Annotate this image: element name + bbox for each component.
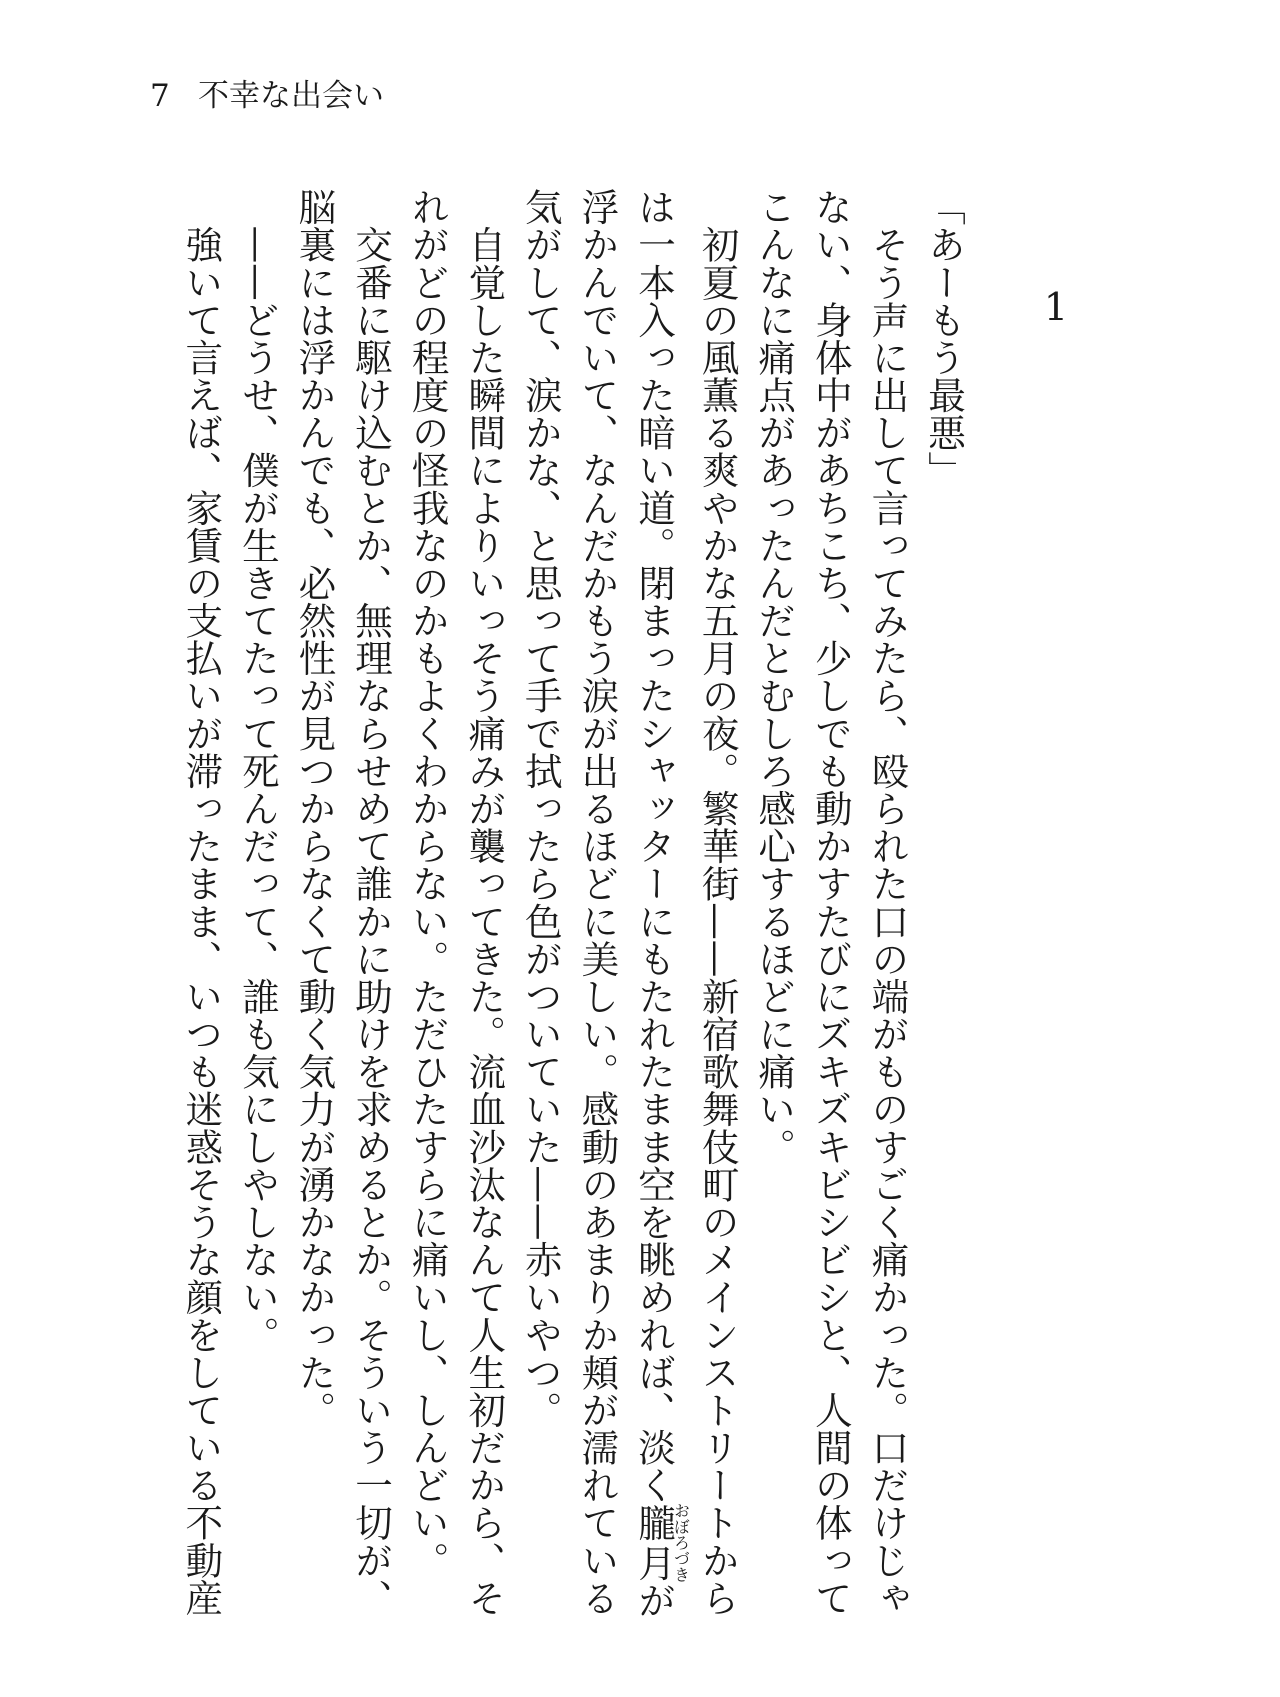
- text-segment: が: [632, 1581, 677, 1619]
- text-segment: は一本入った暗い道。閉まったシャッターにもたれたまま空を眺めれば、淡く: [632, 188, 677, 1504]
- text-line: ない、身体中があちこち、少しでも動かすたびにズキズキビシビシと、人間の体って: [808, 188, 853, 1617]
- running-head-title: 不幸な出会い: [198, 78, 384, 114]
- ruby-reading: おぼろづき: [671, 1502, 691, 1583]
- text-line: 強いて言えば、家賃の支払いが滞ったまま、いつも迷惑そうな顔をしている不動産: [179, 188, 224, 1617]
- vertical-body-text: [173, 188, 1084, 1618]
- text-line: こんなに痛点があったんだとむしろ感心するほどに痛い。: [752, 188, 797, 1166]
- text-line: 「あーもう最悪」: [922, 188, 966, 489]
- text-line: れがどの程度の怪我なのかもよくわからない。ただひたすらに痛いし、しんどい。: [405, 188, 450, 1579]
- ruby-annotation: [632, 1502, 691, 1583]
- text-line: 初夏の風薫る爽やかな五月の夜。繁華街——新宿歌舞伎町のメインストリートから: [695, 188, 740, 1617]
- chapter-number: 1: [1043, 288, 1069, 326]
- running-head: [150, 76, 384, 116]
- text-line: 気がして、涙かな、と思って手で拭ったら色がついていた——赤いやつ。: [518, 188, 563, 1429]
- page-number: 7: [150, 78, 170, 114]
- text-line: 浮かんでいて、なんだかもう涙が出るほどに美しい。感動のあまりか頬が濡れている: [575, 188, 620, 1617]
- text-line-with-ruby: [625, 188, 689, 1618]
- text-line: 交番に駆け込むとか、無理ならせめて誰かに助けを求めるとか。そういう一切が、: [349, 188, 394, 1617]
- text-line: 脳裏には浮かんでも、必然性が見つからなくて動く気力が湧かなかった。: [292, 188, 337, 1429]
- ruby-base: 朧月: [632, 1502, 677, 1583]
- text-line: ——どうせ、僕が生きてたって死んだって、誰も気にしやしない。: [235, 188, 280, 1354]
- text-line: そう声に出して言ってみたら、殴られた口の端がものすごく痛かった。口だけじゃ: [865, 188, 910, 1617]
- text-line: 自覚した瞬間によりいっそう痛みが襲ってきた。流血沙汰なんて人生初だから、そ: [462, 188, 507, 1617]
